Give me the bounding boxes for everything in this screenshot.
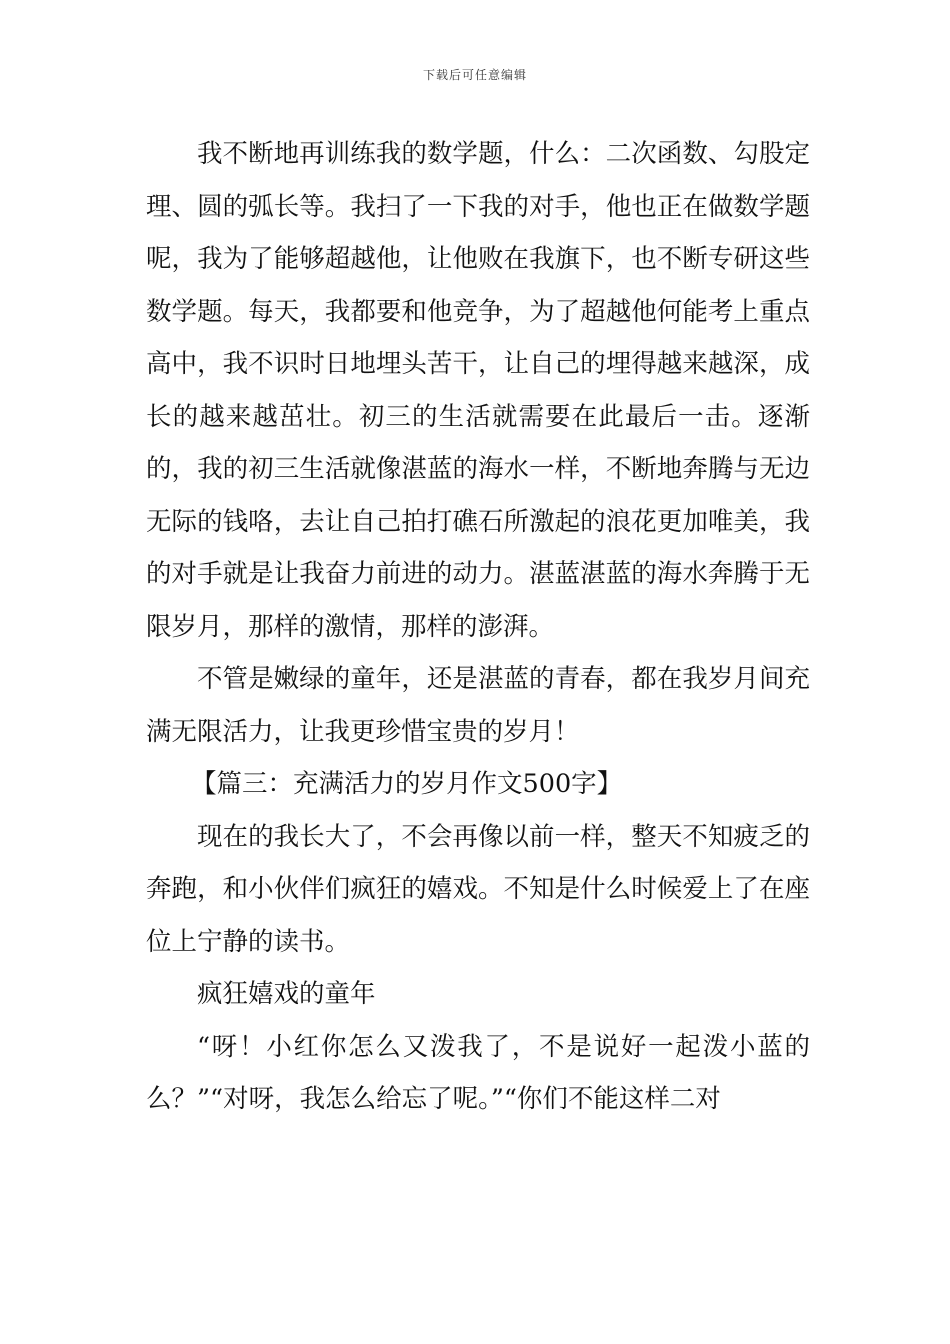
paragraph-dialogue: “呀！小红你怎么又泼我了，不是说好一起泼小蓝的么？”“对呀，我怎么给忘了呢。”“你们不能这样二对 xyxy=(146,1031,810,1114)
paragraph-grown-up: 现在的我长大了，不会再像以前一样，整天不知疲乏的奔跑，和小伙伴们疯狂的嬉戏。不知是什么时候爱上了在座位上宁静的读书。 xyxy=(146,821,810,957)
page-header: 下载后可任意编辑 xyxy=(422,68,527,82)
subheading-childhood: 疯狂嬉戏的童年 xyxy=(197,979,376,1009)
section-title: 【篇三：充满活力的岁月作文500字】 xyxy=(191,769,623,799)
paragraph-cherish-years: 不管是嫩绿的童年，还是湛蓝的青春，都在我岁月间充满无限活力，让我更珍惜宝贵的岁月！ xyxy=(146,664,810,747)
paragraph-math-rival: 我不断地再训练我的数学题，什么：二次函数、勾股定理、圆的弧长等。我扫了一下我的对手，他也正在做数学题呢，我为了能够超越他，让他败在我旗下，也不断专研这些数学题。每天，我都要和他竞争，为了超越他何能考上重点高中，我不识时日地埋头苦干，让自己的埋得越来越深，成长的越来越茁壮。初三的生活就需要在此最后一击。逐渐的，我的初三生活就像湛蓝的海水一样，不断地奔腾与无边无际的钱咯，去让自己拍打礁石所激起的浪花更加唯美，我的对手就是让我奋力前进的动力。湛蓝湛蓝的海水奔腾于无限岁月，那样的激情，那样的澎湃。 xyxy=(146,139,810,642)
document-body xyxy=(146,128,810,1126)
